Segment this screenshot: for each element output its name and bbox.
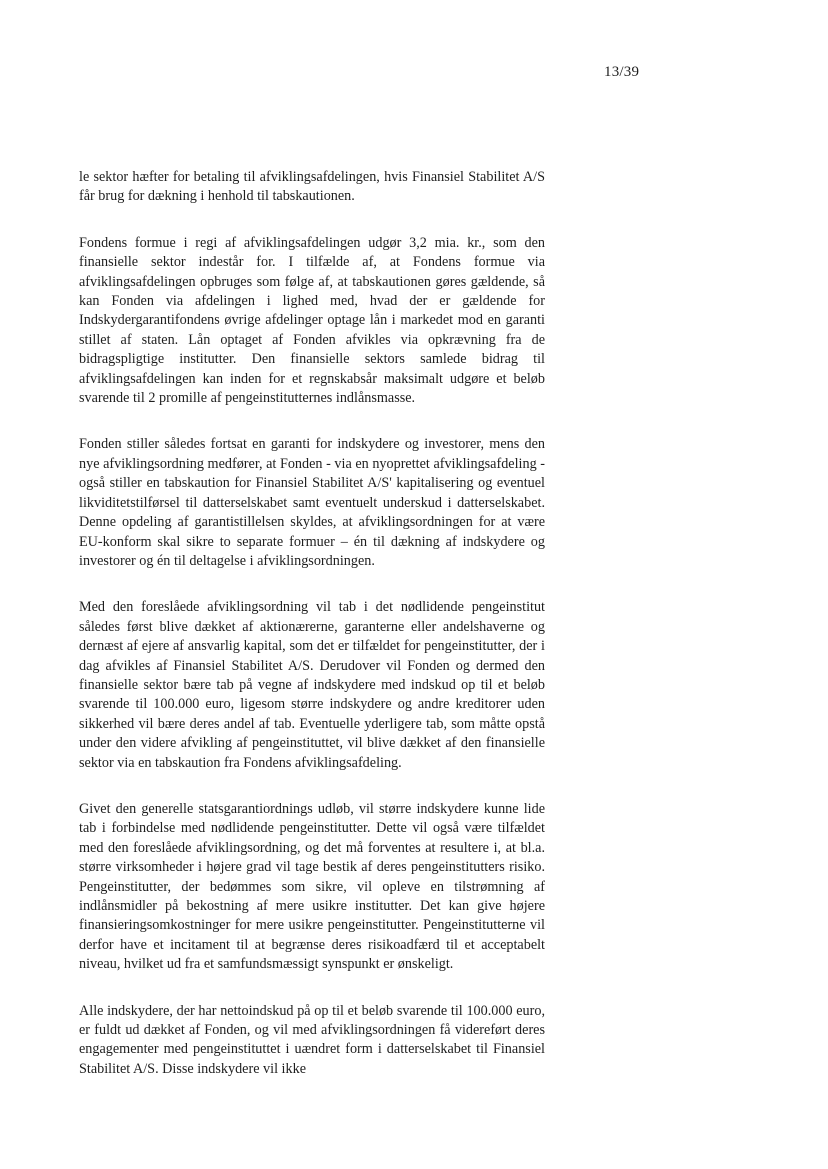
paragraph-6: Alle indskydere, der har nettoindskud på op til et beløb svarende til 100.000 euro, er fuldt ud dækket af Fonden, og vil med afviklingsordningen få videreført deres engagementer med pengeinstituttet i uændret form i datterselskabet til Finansiel Stabilitet A/S. Disse indskydere vil ikke — [79, 1002, 545, 1077]
paragraph-1: le sektor hæfter for betaling til afviklingsafdelingen, hvis Finansiel Stabilitet A/S får brug for dækning i henhold til tabskautionen. — [79, 169, 545, 205]
paragraph-4: Med den foreslåede afviklingsordning vil tab i det nødlidende pengeinstitut således først blive dækket af aktionærerne, garanterne eller andelshaverne og dernæst af ejere af ansvarlig kapital, som det er tilfældet for pengeinstitutter, der i dag afvikles af Finansiel Stabilitet A/S. Derudover vil Fonden og dermed den finansielle sektor bære tab på vegne af indskydere med indskud op til et beløb svarende til 100.000 euro, ligesom større indskydere og andre kreditorer uden sikkerhed vil bære deres andel af tab. Eventuelle yderligere tab, som måtte opstå under den videre afvikling af pengeinstituttet, vil blive dækket af den finansielle sektor via en tabskaution fra Fondens afviklingsafdeling. — [79, 599, 545, 771]
document-body — [79, 168, 545, 1106]
paragraph-2: Fondens formue i regi af afviklingsafdelingen udgør 3,2 mia. kr., som den finansielle sektor indestår for. I tilfælde af, at Fondens formue via afviklingsafdelingen opbruges som følge af, at tabskautionen gøres gældende, så kan Fonden via afdelingen i lighed med, hvad der er gældende for Indskydergarantifondens øvrige afdelinger optage lån i markedet mod en garanti stillet af staten. Lån optaget af Fonden afvikles via opkrævning fra de bidragspligtige institutter. Den finansielle sektors samlede bidrag til afviklingsafdelingen kan inden for et regnskabsår maksimalt udgøre et beløb svarende til 2 promille af pengeinstitutternes indlånsmasse. — [79, 234, 545, 407]
paragraph-5: Givet den generelle statsgarantiordnings udløb, vil større indskydere kunne lide tab i forbindelse med nødlidende pengeinstitutter. Dette vil også være tilfældet med den foreslåede afviklingsordning, og det må forventes at resultere i, at bl.a. større virksomheder i højere grad vil tage bestik af deres pengeinstitutters risiko. Pengeinstitutter, der bedømmes som sikre, vil opleve en tilstrømning af indlånsmidler på bekostning af mere usikre institutter. Det kan give højere finansieringsomkostninger for mere usikre pengeinstitutter. Pengeinstitutterne vil derfor have et incitament til at begrænse deres risikoadfærd til et acceptabelt niveau, hvilket ud fra et samfundsmæssigt synspunkt er ønskeligt. — [79, 800, 545, 973]
paragraph-3: Fonden stiller således fortsat en garanti for indskydere og investorer, mens den nye afviklingsordning medfører, at Fonden - via en nyoprettet afviklingsafdeling - også stiller en tabskaution for Finansiel Stabilitet A/S' kapitalisering og eventuel likviditetstilførsel til datterselskabet samt eventuelt underskud i datterselskabet. Denne opdeling af garantistillelsen skyldes, at afviklingsordningen for at være EU-konform skal sikre to separate formuer – én til dækning af indskydere og investorer og én til deltagelse i afviklingsordningen. — [79, 436, 545, 569]
page-number: 13/39 — [604, 64, 640, 80]
